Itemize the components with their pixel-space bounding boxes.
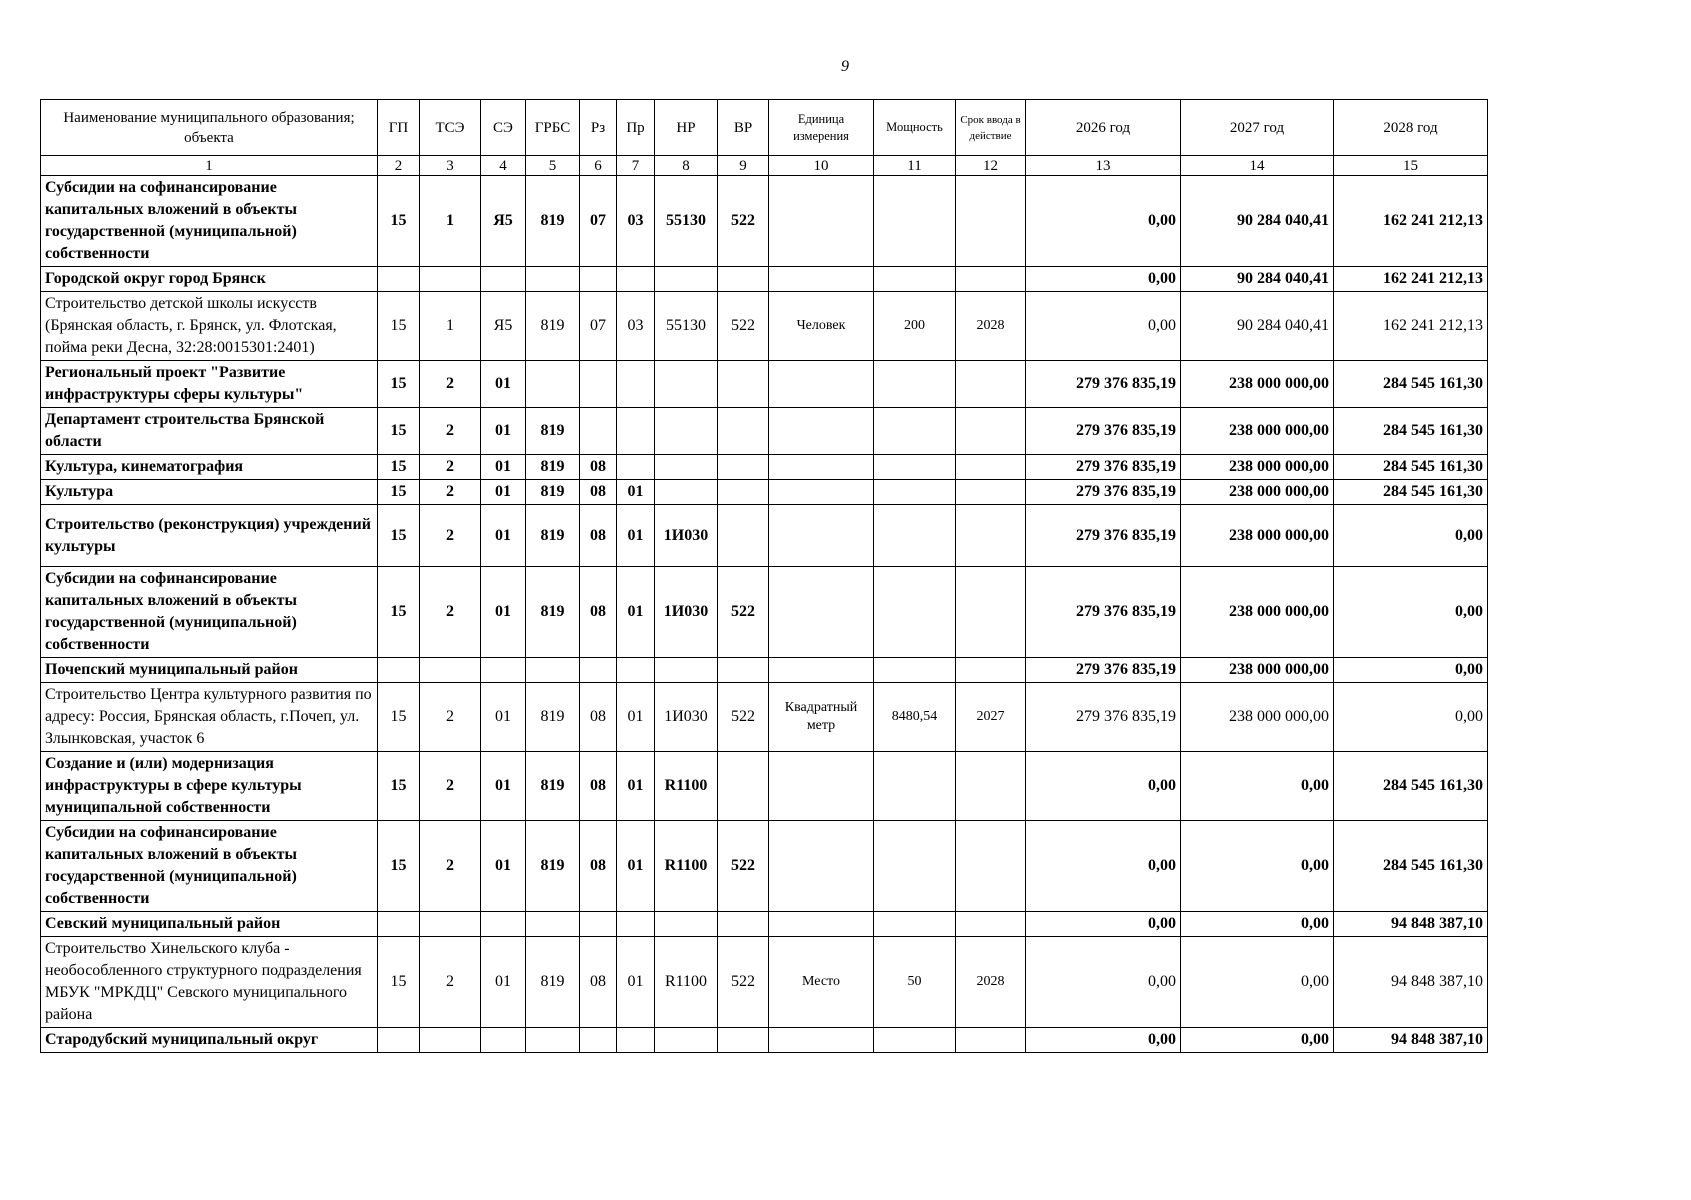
cell-nr [655,267,718,292]
cell-name: Строительство детской школы искусств (Брянская область, г. Брянск, ул. Флотская, пойма реки Десна, 32:28:0015301:2401) [41,292,378,361]
col-number-unit: 10 [769,156,874,176]
cell-name: Строительство Центра культурного развития по адресу: Россия, Брянская область, г.Почеп, ул. Злынковская, участок 6 [41,683,378,752]
cell-pr: 01 [617,480,655,505]
cell-year-2027: 0,00 [1181,937,1334,1028]
cell-deadline: 2028 [956,937,1026,1028]
cell-tse: 2 [420,937,481,1028]
cell-year-2028: 284 545 161,30 [1334,455,1488,480]
cell-se: 01 [481,683,526,752]
cell-deadline [956,821,1026,912]
cell-year-2026: 0,00 [1026,752,1181,821]
cell-gp [378,912,420,937]
cell-pr [617,658,655,683]
cell-nr [655,912,718,937]
cell-nr: 1И030 [655,683,718,752]
cell-tse: 2 [420,505,481,567]
cell-year-2026: 0,00 [1026,937,1181,1028]
cell-nr: R1100 [655,821,718,912]
cell-deadline [956,1028,1026,1053]
table-row [41,658,1488,683]
cell-gp: 15 [378,567,420,658]
cell-unit [769,1028,874,1053]
cell-capacity [874,176,956,267]
cell-vr: 522 [718,176,769,267]
cell-rz: 07 [580,292,617,361]
cell-year-2027: 90 284 040,41 [1181,176,1334,267]
header-grbs: ГРБС [526,100,580,156]
cell-se: 01 [481,567,526,658]
table-row [41,752,1488,821]
cell-year-2027: 0,00 [1181,1028,1334,1053]
header-unit: Единица измерения [769,100,874,156]
cell-capacity [874,1028,956,1053]
cell-vr [718,408,769,455]
cell-year-2027: 0,00 [1181,912,1334,937]
cell-vr: 522 [718,937,769,1028]
cell-year-2027: 238 000 000,00 [1181,361,1334,408]
cell-unit [769,480,874,505]
cell-gp: 15 [378,480,420,505]
cell-capacity [874,361,956,408]
cell-deadline [956,480,1026,505]
cell-se: 01 [481,937,526,1028]
cell-capacity [874,567,956,658]
cell-pr: 01 [617,567,655,658]
cell-year-2026: 279 376 835,19 [1026,658,1181,683]
cell-grbs [526,361,580,408]
cell-nr [655,480,718,505]
header-pr: Пр [617,100,655,156]
cell-nr: R1100 [655,937,718,1028]
cell-se: 01 [481,455,526,480]
cell-year-2027: 238 000 000,00 [1181,455,1334,480]
cell-nr: 1И030 [655,567,718,658]
cell-capacity [874,821,956,912]
cell-tse [420,912,481,937]
cell-year-2027: 90 284 040,41 [1181,267,1334,292]
cell-year-2028: 162 241 212,13 [1334,176,1488,267]
cell-year-2026: 279 376 835,19 [1026,408,1181,455]
table-row [41,408,1488,455]
cell-name: Строительство (реконструкция) учреждений культуры [41,505,378,567]
cell-nr: 55130 [655,176,718,267]
cell-year-2027: 238 000 000,00 [1181,567,1334,658]
cell-tse: 2 [420,408,481,455]
table-row [41,480,1488,505]
cell-gp: 15 [378,683,420,752]
cell-year-2027: 238 000 000,00 [1181,480,1334,505]
cell-unit: Квадратный метр [769,683,874,752]
cell-rz [580,408,617,455]
cell-pr: 01 [617,821,655,912]
table-row [41,455,1488,480]
cell-grbs: 819 [526,752,580,821]
cell-name: Культура, кинематография [41,455,378,480]
table-row [41,292,1488,361]
header-rz: Рз [580,100,617,156]
cell-unit [769,455,874,480]
cell-tse: 2 [420,480,481,505]
cell-capacity [874,480,956,505]
header-tse: ТСЭ [420,100,481,156]
col-number-vr: 9 [718,156,769,176]
cell-rz: 08 [580,455,617,480]
cell-deadline [956,361,1026,408]
cell-deadline [956,267,1026,292]
cell-year-2028: 0,00 [1334,683,1488,752]
cell-pr [617,361,655,408]
cell-rz [580,267,617,292]
cell-name: Культура [41,480,378,505]
cell-grbs [526,267,580,292]
header-name: Наименование муниципального образования; объекта [41,100,378,156]
cell-year-2026: 0,00 [1026,912,1181,937]
cell-year-2028: 0,00 [1334,658,1488,683]
cell-gp: 15 [378,361,420,408]
cell-capacity: 50 [874,937,956,1028]
cell-capacity: 8480,54 [874,683,956,752]
header-se: СЭ [481,100,526,156]
col-number-nr: 8 [655,156,718,176]
cell-tse: 1 [420,292,481,361]
cell-year-2028: 94 848 387,10 [1334,912,1488,937]
cell-year-2027: 238 000 000,00 [1181,683,1334,752]
cell-vr [718,455,769,480]
cell-gp: 15 [378,505,420,567]
cell-unit [769,752,874,821]
cell-pr: 03 [617,292,655,361]
cell-se: 01 [481,821,526,912]
header-year-2028: 2028 год [1334,100,1488,156]
cell-rz [580,912,617,937]
cell-vr: 522 [718,567,769,658]
cell-gp: 15 [378,821,420,912]
header-capacity: Мощность [874,100,956,156]
cell-year-2027: 238 000 000,00 [1181,408,1334,455]
cell-name: Создание и (или) модернизация инфраструктуры в сфере культуры муниципальной собственности [41,752,378,821]
cell-se: 01 [481,505,526,567]
col-number-tse: 3 [420,156,481,176]
cell-year-2028: 0,00 [1334,505,1488,567]
cell-grbs [526,658,580,683]
table-row [41,505,1488,567]
cell-nr [655,1028,718,1053]
cell-vr [718,1028,769,1053]
cell-nr: 55130 [655,292,718,361]
cell-year-2028: 284 545 161,30 [1334,821,1488,912]
cell-unit [769,567,874,658]
cell-grbs: 819 [526,505,580,567]
cell-rz [580,1028,617,1053]
cell-unit [769,176,874,267]
cell-tse: 2 [420,567,481,658]
cell-name: Почепский муниципальный район [41,658,378,683]
table-row [41,937,1488,1028]
table-row [41,912,1488,937]
cell-gp [378,267,420,292]
cell-se: 01 [481,752,526,821]
cell-year-2026: 0,00 [1026,1028,1181,1053]
cell-pr [617,408,655,455]
cell-rz: 08 [580,480,617,505]
cell-year-2026: 0,00 [1026,292,1181,361]
cell-name: Городской округ город Брянск [41,267,378,292]
cell-se [481,658,526,683]
cell-grbs: 819 [526,937,580,1028]
cell-tse: 1 [420,176,481,267]
cell-year-2028: 94 848 387,10 [1334,1028,1488,1053]
cell-tse: 2 [420,361,481,408]
cell-vr [718,267,769,292]
cell-name: Строительство Хинельского клуба - необособленного структурного подразделения МБУК "МРКДЦ" Севского муниципального района [41,937,378,1028]
cell-se: 01 [481,408,526,455]
cell-year-2028: 284 545 161,30 [1334,480,1488,505]
table-row [41,361,1488,408]
table-row [41,267,1488,292]
cell-capacity [874,267,956,292]
cell-name: Субсидии на софинансирование капитальных вложений в объекты государственной (муниципальной) собственности [41,821,378,912]
cell-name: Региональный проект "Развитие инфраструктуры сферы культуры" [41,361,378,408]
cell-vr: 522 [718,292,769,361]
cell-tse: 2 [420,821,481,912]
table-body [41,100,1488,1053]
cell-pr [617,1028,655,1053]
cell-rz: 08 [580,752,617,821]
cell-se: Я5 [481,292,526,361]
cell-grbs: 819 [526,408,580,455]
header-vr: ВР [718,100,769,156]
cell-vr: 522 [718,683,769,752]
cell-year-2026: 279 376 835,19 [1026,480,1181,505]
cell-year-2028: 162 241 212,13 [1334,292,1488,361]
cell-grbs: 819 [526,683,580,752]
cell-unit [769,658,874,683]
cell-year-2026: 279 376 835,19 [1026,505,1181,567]
cell-year-2028: 94 848 387,10 [1334,937,1488,1028]
cell-vr [718,361,769,408]
col-number-deadline: 12 [956,156,1026,176]
cell-unit: Человек [769,292,874,361]
cell-deadline [956,408,1026,455]
cell-rz: 08 [580,683,617,752]
cell-year-2026: 279 376 835,19 [1026,683,1181,752]
cell-capacity [874,912,956,937]
col-number-se: 4 [481,156,526,176]
cell-rz: 08 [580,505,617,567]
cell-se: Я5 [481,176,526,267]
cell-nr: 1И030 [655,505,718,567]
budget-table [40,99,1488,1053]
col-number-rz: 6 [580,156,617,176]
page-number: 9 [841,58,849,75]
col-number-gp: 2 [378,156,420,176]
cell-deadline [956,567,1026,658]
cell-gp [378,658,420,683]
cell-unit [769,408,874,455]
cell-capacity [874,408,956,455]
cell-tse [420,1028,481,1053]
cell-unit [769,821,874,912]
cell-tse [420,658,481,683]
cell-grbs: 819 [526,455,580,480]
header-row [41,100,1488,156]
cell-name: Стародубский муниципальный округ [41,1028,378,1053]
col-number-year-2027: 14 [1181,156,1334,176]
col-number-pr: 7 [617,156,655,176]
cell-unit [769,505,874,567]
cell-rz: 08 [580,937,617,1028]
cell-year-2027: 90 284 040,41 [1181,292,1334,361]
cell-pr [617,267,655,292]
cell-year-2026: 0,00 [1026,267,1181,292]
cell-tse [420,267,481,292]
cell-se [481,267,526,292]
cell-unit: Место [769,937,874,1028]
cell-nr [655,658,718,683]
cell-rz: 08 [580,821,617,912]
cell-gp [378,1028,420,1053]
cell-pr: 01 [617,937,655,1028]
header-nr: НР [655,100,718,156]
header-deadline: Срок ввода в действие [956,100,1026,156]
cell-deadline: 2027 [956,683,1026,752]
cell-nr [655,361,718,408]
cell-gp: 15 [378,455,420,480]
cell-deadline [956,912,1026,937]
cell-pr: 01 [617,683,655,752]
cell-nr [655,408,718,455]
cell-pr: 01 [617,752,655,821]
cell-capacity [874,505,956,567]
col-number-year-2026: 13 [1026,156,1181,176]
cell-year-2028: 0,00 [1334,567,1488,658]
table-row [41,683,1488,752]
cell-deadline [956,455,1026,480]
col-number-year-2028: 15 [1334,156,1488,176]
cell-gp: 15 [378,176,420,267]
cell-name: Субсидии на софинансирование капитальных вложений в объекты государственной (муниципальной) собственности [41,176,378,267]
cell-pr [617,912,655,937]
cell-tse: 2 [420,455,481,480]
cell-grbs: 819 [526,480,580,505]
cell-vr [718,480,769,505]
cell-vr [718,912,769,937]
cell-grbs: 819 [526,292,580,361]
table-row [41,1028,1488,1053]
cell-name: Севский муниципальный район [41,912,378,937]
cell-pr [617,455,655,480]
cell-unit [769,267,874,292]
cell-se [481,1028,526,1053]
cell-gp: 15 [378,408,420,455]
header-year-2027: 2027 год [1181,100,1334,156]
cell-year-2028: 284 545 161,30 [1334,408,1488,455]
cell-name: Департамент строительства Брянской области [41,408,378,455]
cell-se [481,912,526,937]
cell-year-2027: 238 000 000,00 [1181,505,1334,567]
cell-deadline: 2028 [956,292,1026,361]
cell-year-2026: 0,00 [1026,176,1181,267]
cell-vr: 522 [718,821,769,912]
cell-vr [718,752,769,821]
cell-gp: 15 [378,937,420,1028]
cell-se: 01 [481,361,526,408]
cell-nr: R1100 [655,752,718,821]
cell-vr [718,505,769,567]
cell-year-2028: 162 241 212,13 [1334,267,1488,292]
col-number-grbs: 5 [526,156,580,176]
cell-year-2026: 279 376 835,19 [1026,455,1181,480]
col-number-capacity: 11 [874,156,956,176]
table-row [41,176,1488,267]
cell-gp: 15 [378,752,420,821]
cell-grbs [526,912,580,937]
cell-grbs: 819 [526,567,580,658]
cell-year-2026: 0,00 [1026,821,1181,912]
cell-year-2028: 284 545 161,30 [1334,752,1488,821]
cell-name: Субсидии на софинансирование капитальных вложений в объекты государственной (муниципальной) собственности [41,567,378,658]
cell-year-2027: 238 000 000,00 [1181,658,1334,683]
header-year-2026: 2026 год [1026,100,1181,156]
cell-capacity [874,752,956,821]
cell-grbs: 819 [526,176,580,267]
cell-gp: 15 [378,292,420,361]
cell-year-2026: 279 376 835,19 [1026,567,1181,658]
cell-rz: 08 [580,567,617,658]
cell-capacity: 200 [874,292,956,361]
cell-pr: 03 [617,176,655,267]
column-number-row [41,156,1488,176]
cell-grbs [526,1028,580,1053]
cell-rz [580,361,617,408]
table-row [41,821,1488,912]
cell-rz: 07 [580,176,617,267]
cell-year-2027: 0,00 [1181,752,1334,821]
cell-se: 01 [481,480,526,505]
cell-deadline [956,752,1026,821]
cell-pr: 01 [617,505,655,567]
cell-capacity [874,455,956,480]
cell-nr [655,455,718,480]
cell-deadline [956,176,1026,267]
cell-capacity [874,658,956,683]
cell-deadline [956,658,1026,683]
cell-rz [580,658,617,683]
cell-year-2027: 0,00 [1181,821,1334,912]
cell-unit [769,361,874,408]
cell-tse: 2 [420,752,481,821]
col-number-name: 1 [41,156,378,176]
cell-vr [718,658,769,683]
table-row [41,567,1488,658]
cell-grbs: 819 [526,821,580,912]
cell-deadline [956,505,1026,567]
cell-unit [769,912,874,937]
cell-year-2026: 279 376 835,19 [1026,361,1181,408]
cell-year-2028: 284 545 161,30 [1334,361,1488,408]
cell-tse: 2 [420,683,481,752]
header-gp: ГП [378,100,420,156]
